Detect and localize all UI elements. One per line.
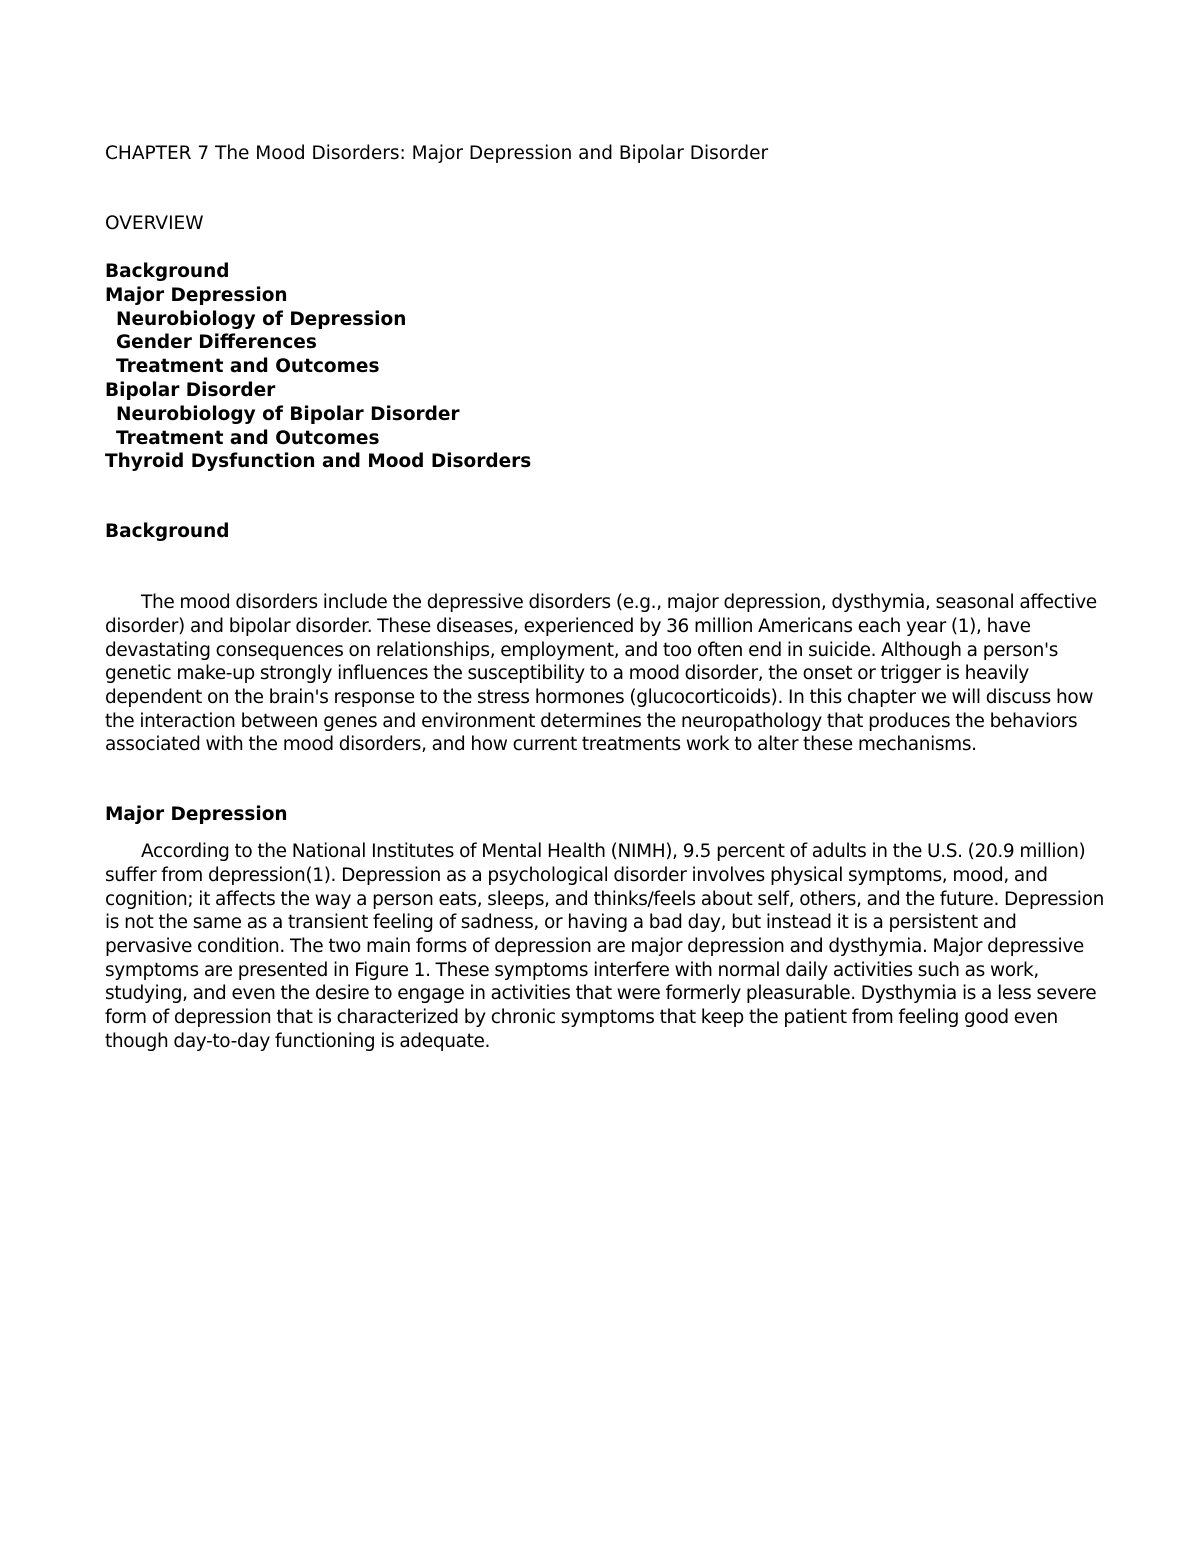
overview-heading: OVERVIEW [105,213,204,234]
overview-subitem: Neurobiology of Bipolar Disorder [116,403,460,425]
background-heading: Background [105,521,230,543]
overview-item: Major Depression [105,284,288,306]
overview-subitem: Neurobiology of Depression [116,308,407,330]
overview-subitem: Gender Differences [116,332,317,354]
major-depression-paragraph: According to the National Institutes of Mental Health (NIMH), 9.5 percent of adults in the U.S. (20.9 million) suffer from depression(1). Depression as a psychological disorder involves physical symptoms, mood, and cognition; it affects the way a person eats, sleeps, and thinks/feels about self, others, and the future. Depression is not the same as a transient feeling of sadness, or having a bad day, but instead it is a persistent and pervasive condition. The two main forms of depression are major depression and dysthymia. Major depressive symptoms are presented in Figure 1. These symptoms interfere with normal daily activities such as work, studying, and even the desire to engage in activities that were formerly pleasurable. Dysthymia is a less severe form of depression that is characterized by chronic symptoms that keep the patient from feeling good even though day-to-day functioning is adequate. [105,841,1104,1052]
major-depression-heading: Major Depression [105,804,288,826]
overview-item: Bipolar Disorder [105,379,276,401]
overview-subitem: Treatment and Outcomes [116,427,380,449]
overview-list [105,260,1105,474]
document-page [105,140,1105,1053]
overview-item: Thyroid Dysfunction and Mood Disorders [105,451,532,473]
chapter-title: CHAPTER 7 The Mood Disorders: Major Depression and Bipolar Disorder [105,143,769,164]
background-paragraph: The mood disorders include the depressive disorders (e.g., major depression, dysthymia, seasonal affective disorder) and bipolar disorder. These diseases, experienced by 36 million Americans each year (1), have devastating consequences on relationships, employment, and too often end in suicide. Although a person's genetic make-up strongly influences the susceptibility to a mood disorder, the onset or trigger is heavily dependent on the brain's response to the stress hormones (glucocorticoids). In this chapter we will discuss how the interaction between genes and environment determines the neuropathology that produces the behaviors associated with the mood disorders, and how current treatments work to alter these mechanisms. [105,592,1097,756]
overview-subitem: Treatment and Outcomes [116,356,380,378]
overview-item: Background [105,261,230,282]
